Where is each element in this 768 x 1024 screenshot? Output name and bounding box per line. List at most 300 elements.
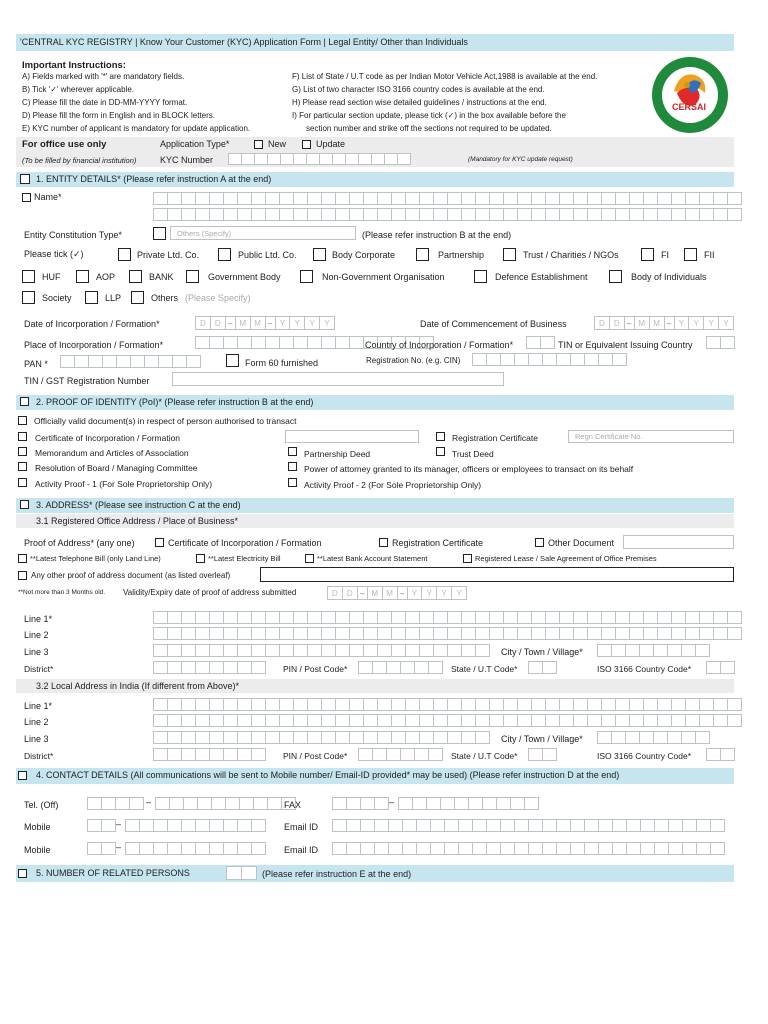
grid-cell[interactable] bbox=[545, 627, 560, 640]
date-cell[interactable]: Y bbox=[305, 317, 320, 329]
grid-cell[interactable] bbox=[251, 698, 266, 711]
grid-cell[interactable] bbox=[400, 661, 415, 674]
grid-cell[interactable] bbox=[475, 611, 490, 624]
date-cell[interactable]: M bbox=[236, 317, 251, 329]
grid-cell[interactable] bbox=[349, 611, 364, 624]
grid-cell[interactable] bbox=[612, 353, 627, 366]
grid-cell[interactable] bbox=[601, 611, 616, 624]
grid-cell[interactable] bbox=[615, 192, 630, 205]
grid-cell[interactable] bbox=[528, 842, 543, 855]
grid-cell[interactable] bbox=[363, 731, 378, 744]
grid-cell[interactable] bbox=[545, 698, 560, 711]
grid-cell[interactable] bbox=[685, 611, 700, 624]
grid-cell[interactable] bbox=[265, 192, 280, 205]
grid-cell[interactable] bbox=[570, 842, 585, 855]
grid-cell[interactable] bbox=[682, 819, 697, 832]
grid-cell[interactable] bbox=[377, 611, 392, 624]
grid-cell[interactable] bbox=[181, 208, 196, 221]
date-cell[interactable]: Y bbox=[689, 317, 704, 329]
grid-cell[interactable] bbox=[668, 819, 683, 832]
grid-cell[interactable] bbox=[195, 842, 210, 855]
grid-cell[interactable] bbox=[531, 192, 546, 205]
grid-cell[interactable] bbox=[699, 611, 714, 624]
grid-cell[interactable] bbox=[181, 819, 196, 832]
pin-grid[interactable] bbox=[358, 661, 442, 674]
grid-cell[interactable] bbox=[332, 797, 347, 810]
grid-cell[interactable] bbox=[517, 611, 532, 624]
grid-cell[interactable] bbox=[209, 336, 224, 349]
grid-cell[interactable] bbox=[629, 627, 644, 640]
grid-cell[interactable] bbox=[167, 611, 182, 624]
grid-cell[interactable] bbox=[447, 192, 462, 205]
grid-cell[interactable] bbox=[405, 714, 420, 727]
grid-cell[interactable] bbox=[391, 731, 406, 744]
grid-cell[interactable] bbox=[419, 714, 434, 727]
grid-cell[interactable] bbox=[372, 661, 387, 674]
grid-cell[interactable] bbox=[197, 797, 212, 810]
grid-cell[interactable] bbox=[349, 714, 364, 727]
grid-cell[interactable] bbox=[101, 842, 116, 855]
grid-cell[interactable] bbox=[598, 842, 613, 855]
grid-cell[interactable] bbox=[475, 208, 490, 221]
grid-cell[interactable] bbox=[727, 698, 742, 711]
grid-cell[interactable] bbox=[587, 611, 602, 624]
grid-cell[interactable] bbox=[629, 208, 644, 221]
grid-cell[interactable] bbox=[402, 819, 417, 832]
grid-cell[interactable] bbox=[639, 644, 654, 657]
grid-cell[interactable] bbox=[363, 208, 378, 221]
entity-type-checkbox[interactable] bbox=[684, 248, 697, 261]
grid-cell[interactable] bbox=[447, 714, 462, 727]
poi-checkbox[interactable] bbox=[18, 462, 27, 471]
grid-cell[interactable] bbox=[195, 644, 210, 657]
grid-cell[interactable] bbox=[517, 698, 532, 711]
grid-cell[interactable] bbox=[643, 192, 658, 205]
grid-cell[interactable] bbox=[433, 698, 448, 711]
grid-cell[interactable] bbox=[556, 353, 571, 366]
grid-cell[interactable] bbox=[671, 208, 686, 221]
entity-type-checkbox[interactable] bbox=[416, 248, 429, 261]
grid-cell[interactable] bbox=[195, 208, 210, 221]
grid-cell[interactable] bbox=[167, 627, 182, 640]
grid-cell[interactable] bbox=[360, 842, 375, 855]
coi-grid[interactable] bbox=[526, 336, 554, 349]
grid-cell[interactable] bbox=[475, 731, 490, 744]
grid-cell[interactable] bbox=[486, 842, 501, 855]
grid-cell[interactable] bbox=[447, 731, 462, 744]
grid-cell[interactable] bbox=[699, 208, 714, 221]
grid-cell[interactable] bbox=[335, 731, 350, 744]
form60-checkbox[interactable] bbox=[226, 354, 239, 367]
grid-cell[interactable] bbox=[209, 842, 224, 855]
grid-cell[interactable] bbox=[195, 336, 210, 349]
grid-cell[interactable] bbox=[363, 611, 378, 624]
mobile1-code-grid[interactable] bbox=[87, 819, 115, 832]
grid-cell[interactable] bbox=[251, 731, 266, 744]
entity-type-checkbox[interactable] bbox=[22, 291, 35, 304]
grid-cell[interactable] bbox=[241, 866, 257, 880]
grid-cell[interactable] bbox=[125, 842, 140, 855]
grid-cell[interactable] bbox=[307, 192, 322, 205]
grid-cell[interactable] bbox=[503, 627, 518, 640]
grid-cell[interactable] bbox=[293, 192, 308, 205]
grid-cell[interactable] bbox=[625, 731, 640, 744]
district-grid[interactable] bbox=[153, 748, 265, 761]
grid-cell[interactable] bbox=[444, 842, 459, 855]
grid-cell[interactable] bbox=[169, 797, 184, 810]
grid-cell[interactable] bbox=[573, 627, 588, 640]
grid-cell[interactable] bbox=[209, 192, 224, 205]
grid-cell[interactable] bbox=[428, 661, 443, 674]
grid-cell[interactable] bbox=[720, 661, 735, 674]
entity-type-checkbox[interactable] bbox=[641, 248, 654, 261]
grid-cell[interactable] bbox=[241, 153, 255, 165]
grid-cell[interactable] bbox=[524, 797, 539, 810]
name-checkbox[interactable] bbox=[22, 193, 31, 202]
grid-cell[interactable] bbox=[500, 842, 515, 855]
grid-cell[interactable] bbox=[321, 627, 336, 640]
grid-cell[interactable] bbox=[363, 644, 378, 657]
grid-cell[interactable] bbox=[181, 714, 196, 727]
doi-field[interactable] bbox=[195, 316, 335, 330]
grid-cell[interactable] bbox=[671, 611, 686, 624]
state-grid[interactable] bbox=[528, 748, 556, 761]
grid-cell[interactable] bbox=[713, 714, 728, 727]
validity-field[interactable] bbox=[327, 586, 467, 600]
grid-cell[interactable] bbox=[363, 627, 378, 640]
grid-cell[interactable] bbox=[653, 731, 668, 744]
grid-cell[interactable] bbox=[653, 644, 668, 657]
grid-cell[interactable] bbox=[293, 698, 308, 711]
grid-cell[interactable] bbox=[237, 661, 252, 674]
grid-cell[interactable] bbox=[237, 842, 252, 855]
grid-cell[interactable] bbox=[668, 842, 683, 855]
grid-cell[interactable] bbox=[657, 192, 672, 205]
grid-cell[interactable] bbox=[685, 192, 700, 205]
grid-cell[interactable] bbox=[74, 355, 89, 368]
date-cell[interactable]: Y bbox=[675, 317, 690, 329]
poa-checkbox[interactable] bbox=[305, 554, 314, 563]
grid-cell[interactable] bbox=[671, 627, 686, 640]
entity-type-checkbox[interactable] bbox=[474, 270, 487, 283]
grid-cell[interactable] bbox=[167, 644, 182, 657]
grid-cell[interactable] bbox=[584, 819, 599, 832]
grid-cell[interactable] bbox=[153, 627, 168, 640]
grid-cell[interactable] bbox=[237, 731, 252, 744]
poi-checkbox[interactable] bbox=[18, 447, 27, 456]
grid-cell[interactable] bbox=[391, 208, 406, 221]
grid-cell[interactable] bbox=[531, 714, 546, 727]
constitution-checkbox[interactable] bbox=[153, 227, 166, 240]
grid-cell[interactable] bbox=[195, 192, 210, 205]
grid-cell[interactable] bbox=[601, 208, 616, 221]
grid-cell[interactable] bbox=[706, 748, 721, 761]
grid-cell[interactable] bbox=[545, 714, 560, 727]
grid-cell[interactable] bbox=[685, 714, 700, 727]
grid-cell[interactable] bbox=[447, 698, 462, 711]
grid-cell[interactable] bbox=[102, 355, 117, 368]
grid-cell[interactable] bbox=[598, 819, 613, 832]
grid-cell[interactable] bbox=[293, 611, 308, 624]
grid-cell[interactable] bbox=[500, 819, 515, 832]
grid-cell[interactable] bbox=[384, 153, 398, 165]
grid-cell[interactable] bbox=[489, 714, 504, 727]
grid-cell[interactable] bbox=[419, 698, 434, 711]
grid-cell[interactable] bbox=[167, 192, 182, 205]
poi-checkbox[interactable] bbox=[288, 478, 297, 487]
grid-cell[interactable] bbox=[345, 153, 359, 165]
grid-cell[interactable] bbox=[87, 819, 102, 832]
line2-grid[interactable] bbox=[153, 627, 741, 640]
grid-cell[interactable] bbox=[405, 698, 420, 711]
entity-type-checkbox[interactable] bbox=[85, 291, 98, 304]
poa-other-checkbox[interactable] bbox=[535, 538, 544, 547]
grid-cell[interactable] bbox=[377, 698, 392, 711]
grid-cell[interactable] bbox=[349, 627, 364, 640]
grid-cell[interactable] bbox=[475, 644, 490, 657]
grid-cell[interactable] bbox=[559, 627, 574, 640]
grid-cell[interactable] bbox=[391, 627, 406, 640]
grid-cell[interactable] bbox=[153, 661, 168, 674]
grid-cell[interactable] bbox=[307, 731, 322, 744]
grid-cell[interactable] bbox=[223, 661, 238, 674]
grid-cell[interactable] bbox=[531, 627, 546, 640]
grid-cell[interactable] bbox=[503, 208, 518, 221]
grid-cell[interactable] bbox=[696, 819, 711, 832]
grid-cell[interactable] bbox=[405, 644, 420, 657]
grid-cell[interactable] bbox=[444, 819, 459, 832]
any-other-checkbox[interactable] bbox=[18, 571, 27, 580]
grid-cell[interactable] bbox=[87, 842, 102, 855]
grid-cell[interactable] bbox=[279, 714, 294, 727]
email2-grid[interactable] bbox=[332, 842, 724, 855]
grid-cell[interactable] bbox=[667, 644, 682, 657]
grid-cell[interactable] bbox=[307, 714, 322, 727]
grid-cell[interactable] bbox=[349, 644, 364, 657]
state-grid[interactable] bbox=[528, 661, 556, 674]
grid-cell[interactable] bbox=[226, 866, 242, 880]
grid-cell[interactable] bbox=[514, 842, 529, 855]
grid-cell[interactable] bbox=[405, 192, 420, 205]
grid-cell[interactable] bbox=[643, 208, 658, 221]
grid-cell[interactable] bbox=[598, 353, 613, 366]
grid-cell[interactable] bbox=[167, 748, 182, 761]
grid-cell[interactable] bbox=[414, 748, 429, 761]
entity-type-checkbox[interactable] bbox=[313, 248, 326, 261]
grid-cell[interactable] bbox=[587, 192, 602, 205]
grid-cell[interactable] bbox=[643, 714, 658, 727]
grid-cell[interactable] bbox=[727, 611, 742, 624]
grid-cell[interactable] bbox=[685, 627, 700, 640]
grid-cell[interactable] bbox=[279, 644, 294, 657]
grid-cell[interactable] bbox=[489, 627, 504, 640]
grid-cell[interactable] bbox=[695, 644, 710, 657]
grid-cell[interactable] bbox=[601, 714, 616, 727]
grid-cell[interactable] bbox=[153, 748, 168, 761]
grid-cell[interactable] bbox=[358, 661, 373, 674]
date-cell[interactable]: D bbox=[343, 587, 358, 599]
grid-cell[interactable] bbox=[223, 714, 238, 727]
grid-cell[interactable] bbox=[397, 153, 411, 165]
grid-cell[interactable] bbox=[657, 611, 672, 624]
grid-cell[interactable] bbox=[615, 208, 630, 221]
grid-cell[interactable] bbox=[475, 698, 490, 711]
entity-type-checkbox[interactable] bbox=[118, 248, 131, 261]
grid-cell[interactable] bbox=[629, 714, 644, 727]
grid-cell[interactable] bbox=[377, 208, 392, 221]
grid-cell[interactable] bbox=[239, 797, 254, 810]
mobile2-grid[interactable] bbox=[125, 842, 265, 855]
entity-type-checkbox[interactable] bbox=[609, 270, 622, 283]
grid-cell[interactable] bbox=[251, 627, 266, 640]
section3-checkbox[interactable] bbox=[20, 500, 29, 509]
grid-cell[interactable] bbox=[153, 842, 168, 855]
grid-cell[interactable] bbox=[358, 748, 373, 761]
grid-cell[interactable] bbox=[360, 819, 375, 832]
grid-cell[interactable] bbox=[433, 644, 448, 657]
name-grid-1[interactable] bbox=[153, 192, 741, 205]
grid-cell[interactable] bbox=[419, 627, 434, 640]
grid-cell[interactable] bbox=[209, 611, 224, 624]
grid-cell[interactable] bbox=[713, 611, 728, 624]
grid-cell[interactable] bbox=[279, 192, 294, 205]
grid-cell[interactable] bbox=[542, 842, 557, 855]
grid-cell[interactable] bbox=[713, 627, 728, 640]
grid-cell[interactable] bbox=[461, 208, 476, 221]
grid-cell[interactable] bbox=[335, 698, 350, 711]
grid-cell[interactable] bbox=[349, 208, 364, 221]
grid-cell[interactable] bbox=[388, 819, 403, 832]
grid-cell[interactable] bbox=[496, 797, 511, 810]
grid-cell[interactable] bbox=[713, 208, 728, 221]
grid-cell[interactable] bbox=[60, 355, 75, 368]
grid-cell[interactable] bbox=[412, 797, 427, 810]
entity-type-checkbox[interactable] bbox=[300, 270, 313, 283]
grid-cell[interactable] bbox=[237, 208, 252, 221]
grid-cell[interactable] bbox=[195, 714, 210, 727]
line2-grid[interactable] bbox=[153, 714, 741, 727]
grid-cell[interactable] bbox=[267, 797, 282, 810]
grid-cell[interactable] bbox=[682, 842, 697, 855]
line1-grid[interactable] bbox=[153, 698, 741, 711]
line3-grid[interactable] bbox=[153, 731, 489, 744]
grid-cell[interactable] bbox=[223, 731, 238, 744]
grid-cell[interactable] bbox=[371, 153, 385, 165]
grid-cell[interactable] bbox=[125, 819, 140, 832]
grid-cell[interactable] bbox=[181, 644, 196, 657]
grid-cell[interactable] bbox=[225, 797, 240, 810]
grid-cell[interactable] bbox=[209, 208, 224, 221]
grid-cell[interactable] bbox=[486, 819, 501, 832]
entity-type-checkbox[interactable] bbox=[218, 248, 231, 261]
grid-cell[interactable] bbox=[419, 644, 434, 657]
grid-cell[interactable] bbox=[405, 627, 420, 640]
grid-cell[interactable] bbox=[559, 714, 574, 727]
other-document-input[interactable] bbox=[623, 535, 734, 549]
grid-cell[interactable] bbox=[363, 698, 378, 711]
grid-cell[interactable] bbox=[657, 714, 672, 727]
grid-cell[interactable] bbox=[503, 192, 518, 205]
grid-cell[interactable] bbox=[251, 208, 266, 221]
grid-cell[interactable] bbox=[400, 748, 415, 761]
grid-cell[interactable] bbox=[377, 644, 392, 657]
grid-cell[interactable] bbox=[419, 192, 434, 205]
grid-cell[interactable] bbox=[612, 819, 627, 832]
grid-cell[interactable] bbox=[542, 748, 557, 761]
grid-cell[interactable] bbox=[209, 819, 224, 832]
grid-cell[interactable] bbox=[517, 208, 532, 221]
grid-cell[interactable] bbox=[559, 698, 574, 711]
grid-cell[interactable] bbox=[517, 627, 532, 640]
grid-cell[interactable] bbox=[657, 208, 672, 221]
grid-cell[interactable] bbox=[237, 627, 252, 640]
grid-cell[interactable] bbox=[209, 661, 224, 674]
grid-cell[interactable] bbox=[671, 698, 686, 711]
grid-cell[interactable] bbox=[643, 698, 658, 711]
grid-cell[interactable] bbox=[517, 714, 532, 727]
grid-cell[interactable] bbox=[528, 353, 543, 366]
grid-cell[interactable] bbox=[195, 819, 210, 832]
grid-cell[interactable] bbox=[570, 353, 585, 366]
poi-cert-input[interactable] bbox=[285, 430, 419, 443]
grid-cell[interactable] bbox=[346, 842, 361, 855]
grid-cell[interactable] bbox=[223, 208, 238, 221]
grid-cell[interactable] bbox=[279, 208, 294, 221]
grid-cell[interactable] bbox=[528, 748, 543, 761]
grid-cell[interactable] bbox=[500, 353, 515, 366]
doc-field[interactable] bbox=[594, 316, 734, 330]
grid-cell[interactable] bbox=[611, 731, 626, 744]
grid-cell[interactable] bbox=[349, 336, 364, 349]
grid-cell[interactable] bbox=[461, 644, 476, 657]
section4-checkbox[interactable] bbox=[18, 771, 27, 780]
grid-cell[interactable] bbox=[209, 731, 224, 744]
grid-cell[interactable] bbox=[237, 336, 252, 349]
grid-cell[interactable] bbox=[486, 353, 501, 366]
grid-cell[interactable] bbox=[181, 192, 196, 205]
grid-cell[interactable] bbox=[559, 192, 574, 205]
email1-grid[interactable] bbox=[332, 819, 724, 832]
date-cell[interactable]: Y bbox=[422, 587, 437, 599]
grid-cell[interactable] bbox=[130, 355, 145, 368]
grid-cell[interactable] bbox=[391, 644, 406, 657]
grid-cell[interactable] bbox=[251, 819, 266, 832]
grid-cell[interactable] bbox=[181, 611, 196, 624]
grid-cell[interactable] bbox=[398, 797, 413, 810]
grid-cell[interactable] bbox=[414, 661, 429, 674]
grid-cell[interactable] bbox=[332, 819, 347, 832]
grid-cell[interactable] bbox=[237, 611, 252, 624]
grid-cell[interactable] bbox=[573, 698, 588, 711]
grid-cell[interactable] bbox=[228, 153, 242, 165]
grid-cell[interactable] bbox=[416, 842, 431, 855]
grid-cell[interactable] bbox=[699, 698, 714, 711]
grid-cell[interactable] bbox=[280, 153, 294, 165]
regn-cert-input[interactable]: Regn Certificate No. bbox=[568, 430, 734, 443]
grid-cell[interactable] bbox=[237, 698, 252, 711]
grid-cell[interactable] bbox=[307, 698, 322, 711]
grid-cell[interactable] bbox=[391, 714, 406, 727]
grid-cell[interactable] bbox=[643, 627, 658, 640]
grid-cell[interactable] bbox=[186, 355, 201, 368]
grid-cell[interactable] bbox=[265, 208, 280, 221]
grid-cell[interactable] bbox=[358, 153, 372, 165]
grid-cell[interactable] bbox=[279, 627, 294, 640]
grid-cell[interactable] bbox=[531, 698, 546, 711]
grid-cell[interactable] bbox=[587, 627, 602, 640]
grid-cell[interactable] bbox=[101, 819, 116, 832]
grid-cell[interactable] bbox=[293, 208, 308, 221]
